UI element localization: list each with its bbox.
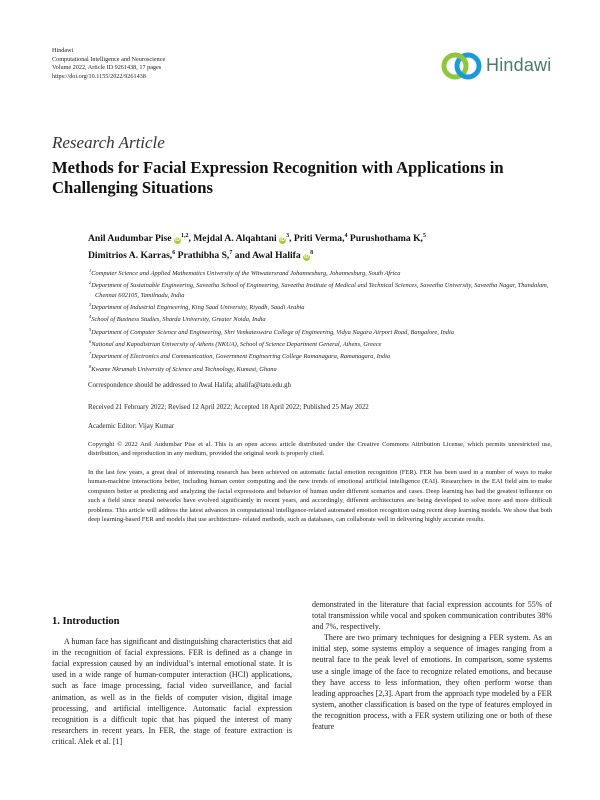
affiliation-text: School of Business Studies, Sharda University, Greater Noida, India (91, 316, 266, 324)
author-affil-sup: 3 (286, 233, 290, 239)
doi-link[interactable]: https://doi.org/10.1155/2022/9261438 (52, 72, 146, 80)
affiliation-item (88, 349, 558, 361)
journal-meta (52, 47, 165, 81)
author-affil-sup: 1,2 (180, 233, 189, 239)
body-paragraph: There are two primary techniques for designing a FER system. As an initial step, some systems employ a sequence of images ranging from a neutral face to the peak level of emotions. In comparison, some systems use a single image of the face to recognize related emotions, and because they have access to less information, they often perform worse than leading approaches [2,3]. Apart from the approach type modeled by a FER system, another classification is based on the type of features employed in the recognition process, with a FER system utilizing one or both of these feature (312, 633, 552, 732)
author-list (88, 229, 558, 263)
author-affil-sup: 7 (229, 250, 233, 257)
abstract-text: In the last few years, a great deal of interesting research has been achieved on automatic facial emotion recognition (FER). FER has been used in a number of ways to make human-machine interactions better, including human center computing and the new trends of emotional artificial intelligence (EAI). Researchers in the EAI field aim to make computers better at predicting and analyzing the facial expressions and behavior of human under different scenarios and cases. Deep learning has had the greatest influence on such a field since neural networks have evolved significantly in recent years, and accordingly, different architectures are being developed to solve more and more difficult problems. This article will address the latest advances in computational intelligence-related automated emotion recognition using recent deep learning models. We show that both deep learning-based FER and models that use architecture- related methods, such as databases, can collaborate well in delivering highly accurate results. (88, 469, 552, 524)
affiliation-number: 5 (89, 326, 92, 332)
affiliation-item (88, 337, 558, 349)
author-affil-sup: 5 (422, 233, 426, 239)
hindawi-logo-icon (440, 49, 484, 83)
author-name: Purushothama K, (349, 233, 423, 245)
section-heading: 1. Introduction (52, 616, 120, 627)
author-separator: , (289, 233, 294, 245)
copyright-notice: Copyright © 2022 Anil Audumbar Pise et al. This is an open access article distributed under the Creative Commons Attribution License, which permits unrestricted use, distribution, and reproduction in any medium, provided the original work is properly cited. (88, 441, 552, 458)
affiliation-text: Computer Science and Applied Mathematics University of the Witwatersrand Johannesburg, Johannesburg, South Africa (91, 270, 401, 278)
author-affil-sup: 8 (310, 250, 314, 257)
body-paragraph: A human face has significant and distinguishing characteristics that aid in the recognition of facial expressions. FER is defined as a change in facial expression caused by an individual’s internal emotional state. It is used in a wide range of human-computer interaction (HCI) applications, such as face image processing, facial video surveillance, and facial animation, as well as in the fields of computer vision, digital image processing, and artificial intelligence. Automatic facial expression recognition is a difficult topic that has piqued the interest of many researchers in recent years. In FER, the stage of feature extraction is critical. Alek et al. [1] (52, 637, 292, 746)
affiliation-number: 3 (89, 301, 92, 307)
affiliation-item (88, 362, 558, 374)
article-type: Research Article (52, 133, 165, 152)
correspondence-note: Correspondence should be addressed to Awal Halifa; ahalifa@tatu.edu.gh (88, 382, 291, 389)
author-name: Dimitrios A. Karras, (88, 250, 173, 262)
publisher-name: Hindawi (52, 47, 74, 54)
affiliation-number: 8 (89, 363, 92, 369)
orcid-icon[interactable]: iD (174, 236, 180, 243)
author-name: Anil Audumbar Pise (88, 233, 172, 245)
affiliation-item (88, 312, 558, 324)
author-name: Prathibha S, (177, 250, 230, 262)
orcid-icon[interactable]: iD (304, 253, 310, 260)
logo-wordmark: Hindawi (486, 55, 552, 75)
author-affil-sup: 4 (344, 233, 348, 239)
author-line-1 (88, 229, 558, 246)
volume-info: Volume 2022, Article ID 9261438, 17 pages (52, 64, 162, 72)
journal-name: Computational Intelligence and Neuroscience (52, 55, 166, 63)
affiliation-number: 1 (89, 268, 92, 273)
affiliation-number: 2 (89, 280, 92, 286)
affiliation-text: Department of Electronics and Communication, Government Engineering College Ramanagara, Ramanagara, India (91, 353, 391, 361)
author-affil-sup: 6 (172, 250, 176, 257)
affiliation-item (88, 325, 558, 337)
academic-editor: Academic Editor: Vijay Kumar (88, 423, 175, 430)
affiliation-text: Department of Computer Science and Engineering, Shri Venkateswara College of Engineering, Vidya Nagara Airport Road, Bangalore, India (91, 328, 454, 336)
affiliation-item (88, 266, 558, 278)
affiliation-text: Department of Sustainable Engineering, Saveetha School of Engineering, Saveetha Institute of Medical and Technical Sciences, Saveetha University, Saveetha Nagar, Thandalam, Chennai 602105, Tamilnadu, India (91, 282, 549, 299)
paper-title: Methods for Facial Expression Recognition with Applications in Challenging Situations (52, 158, 504, 197)
affiliation-number: 4 (89, 314, 92, 320)
orcid-icon[interactable]: iD (280, 236, 286, 243)
affiliation-text: Department of Industrial Engineering, King Saud University, Riyadh, Saudi Arabia (91, 303, 305, 311)
author-line-2 (88, 246, 558, 263)
affiliation-item (88, 300, 558, 312)
body-paragraph: demonstrated in the literature that facial expression accounts for 55% of total transmission while vocal and spoken communication contributes 38% and 7%, respectively. (312, 600, 552, 632)
affiliation-number: 7 (89, 351, 92, 357)
affiliation-number: 6 (89, 338, 92, 344)
affiliation-text: Kwame Nkrumah University of Science and Technology, Kumasi, Ghana (91, 365, 277, 373)
body-right-column (312, 599, 552, 732)
author-separator: , (188, 233, 194, 245)
body-left-column (52, 616, 292, 747)
affiliation-item (88, 278, 558, 300)
author-name: and Awal Halifa (234, 250, 301, 262)
publication-dates: Received 21 February 2022; Revised 12 April 2022; Accepted 18 April 2022; Published 25 May 2022 (88, 404, 369, 411)
author-name: Mejdal A. Alqahtani (193, 233, 277, 245)
author-name: Priti Verma, (293, 233, 345, 245)
affiliation-list (88, 266, 558, 374)
affiliation-text: National and Kapodistrian University of Athens (NKUA), School of Science Department General, Athens, Greece (91, 340, 382, 348)
hindawi-logo[interactable] (440, 49, 552, 83)
